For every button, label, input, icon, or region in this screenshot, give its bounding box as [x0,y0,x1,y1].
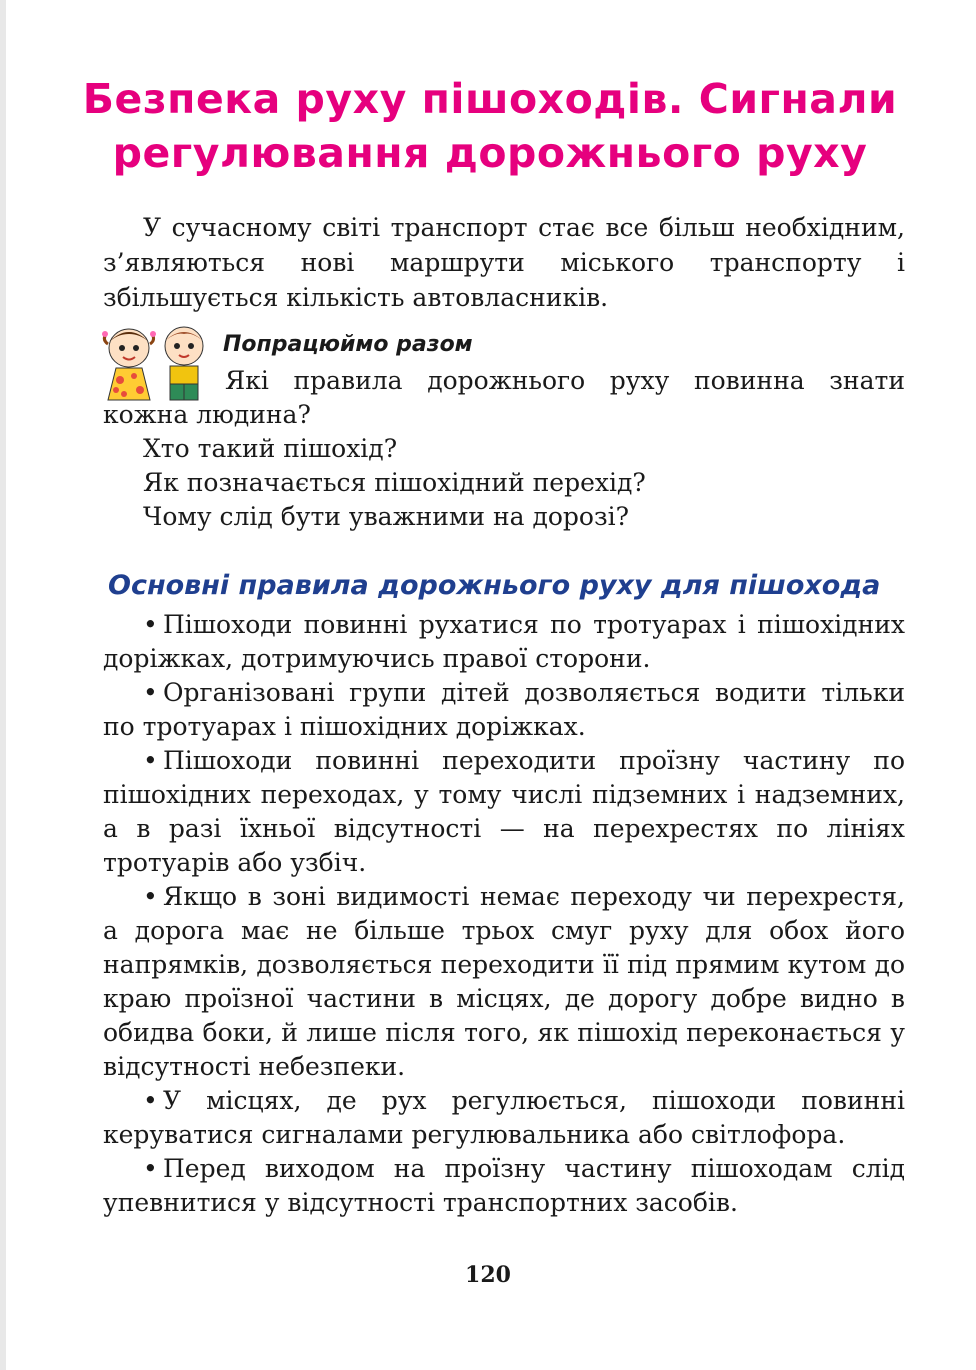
page-title: Безпека руху пішоходів. Сигнали регулювання дорожнього руху [82,75,898,177]
work-together-heading: Попрацюймо разом [223,332,473,357]
section-subtitle: Основні правила дорожнього руху для пішохода [108,570,881,601]
rule-item [103,1152,905,1220]
bullet-icon: • [143,610,158,639]
bullet-icon: • [143,746,158,775]
rule-item [103,1084,905,1152]
rule-item [103,744,905,880]
work-together-first-question [103,364,905,432]
rule-text: Пішоходи повинні рухатися по тротуарах і пішохідних доріжках, дотримуючись правої сторони. [103,610,905,673]
rule-text: Перед виходом на проїзну частину пішоходам слід упевнитися у відсутності транспортних засобів. [103,1154,905,1217]
question-item: Хто такий пішохід? [143,434,398,463]
rule-text: Пішоходи повинні переходити проїзну частину по пішохідних переходах, у тому числі підземних і надземних, а в разі їхньої відсутності — на перехрестях по лініях тротуарів або узбіч. [103,746,905,877]
intro-text: У сучасному світі транспорт стає все більш необхідним, з’являються нові маршрути міського транспорту і збільшується кількість автовласників. [103,213,905,312]
bullet-icon: • [143,678,158,707]
rule-text: У місцях, де рух регулюється, пішоходи повинні керуватися сигналами регулювальника або світлофора. [103,1086,905,1149]
page-edge [0,0,6,1370]
page-number: 120 [465,1262,511,1288]
bullet-icon: • [143,882,158,911]
question-item: Чому слід бути уважними на дорозі? [143,502,630,531]
question-list [143,432,903,534]
question-item: Як позначається пішохідний перехід? [143,468,646,497]
bullet-icon: • [143,1154,158,1183]
rule-text: Організовані групи дітей дозволяється водити тільки по тротуарах і пішохідних доріжках. [103,678,905,741]
intro-paragraph [103,210,905,315]
rule-item [103,608,905,676]
rule-item [103,880,905,1084]
rule-item [103,676,905,744]
bullet-icon: • [143,1086,158,1115]
rule-text: Якщо в зоні видимості немає переходу чи перехрестя, а дорога має не більше трьох смуг руху для обох його напрямків, дозволяється переходити її під прямим кутом до краю проїзної частини в місцях, де дорогу добре видно в обидва боки, й лише після того, як пішохід переконається у відсутності небезпеки. [103,882,905,1081]
question-text: Які правила дорожнього руху повинна знати кожна людина? [103,366,905,429]
rules-list [103,608,905,1220]
